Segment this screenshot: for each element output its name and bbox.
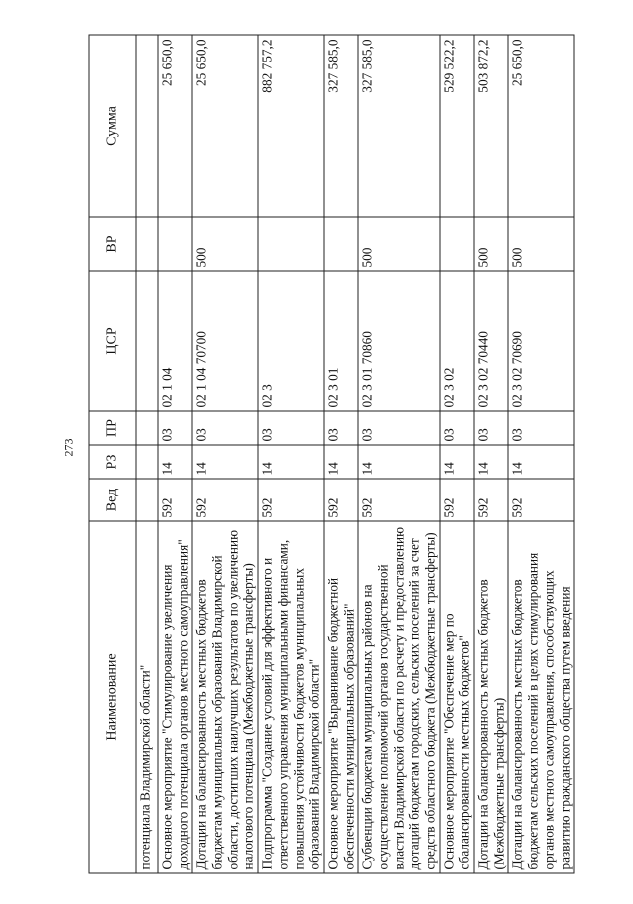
cell-pr: 03	[192, 411, 258, 445]
cell-sum: 25 650,0	[192, 35, 258, 217]
cell-sum: 327 585,0	[358, 35, 439, 217]
cell-name: Подпрограмма "Создание условий для эффективного и ответственного управления муниципальными финансами, повышения устойчивости бюджетов муниципальных образований Владимирской области"	[258, 521, 324, 873]
cell-name: Дотации на балансированность местных бюджетов бюджетам сельских поселений в целях стимулирования органов местного самоуправления, способствующих развитию гражданского общества путем введения	[508, 521, 574, 873]
cell-pr: 03	[324, 411, 358, 445]
cell-ved: 592	[474, 479, 508, 521]
cell-csr: 02 3 01 70860	[358, 271, 439, 411]
header-row	[89, 35, 136, 873]
cell-pr: 03	[508, 411, 574, 445]
cell-sum: 25 650,0	[508, 35, 574, 217]
cell-csr: 02 3	[258, 271, 324, 411]
cell-rz: 14	[440, 445, 474, 479]
cell-rz: 14	[192, 445, 258, 479]
cell-vr	[324, 217, 358, 271]
cell-pr	[136, 411, 158, 445]
cell-vr	[158, 217, 192, 271]
cell-vr: 500	[358, 217, 439, 271]
rotated-table-wrapper	[89, 36, 594, 874]
cell-vr	[136, 217, 158, 271]
cell-pr: 03	[474, 411, 508, 445]
cell-sum	[136, 35, 158, 217]
table-row	[508, 35, 574, 873]
cell-sum: 529 522,2	[440, 35, 474, 217]
cell-sum: 25 650,0	[158, 35, 192, 217]
cell-sum: 882 757,2	[258, 35, 324, 217]
cell-ved	[136, 479, 158, 521]
cell-vr	[440, 217, 474, 271]
cell-name: Основное мероприятие "Выравнивание бюджетной обеспеченности муниципальных образований"	[324, 521, 358, 873]
cell-name: Основное мероприятие "Обеспечение мер по сбалансированности местных бюджетов"	[440, 521, 474, 873]
header-pr: ПР	[89, 411, 136, 445]
table-row	[136, 35, 158, 873]
header-sum: Сумма	[89, 35, 136, 217]
cell-rz: 14	[474, 445, 508, 479]
cell-pr: 03	[158, 411, 192, 445]
header-name: Наименование	[89, 521, 136, 873]
cell-csr: 02 3 01	[324, 271, 358, 411]
cell-vr: 500	[474, 217, 508, 271]
cell-rz: 14	[508, 445, 574, 479]
cell-vr: 500	[192, 217, 258, 271]
table-row	[158, 35, 192, 873]
cell-vr: 500	[508, 217, 574, 271]
cell-csr: 02 1 04 70700	[192, 271, 258, 411]
header-vr: ВР	[89, 217, 136, 271]
cell-ved: 592	[258, 479, 324, 521]
cell-ved: 592	[158, 479, 192, 521]
cell-csr: 02 3 02 70690	[508, 271, 574, 411]
cell-pr: 03	[258, 411, 324, 445]
cell-ved: 592	[508, 479, 574, 521]
header-csr: ЦСР	[89, 271, 136, 411]
table-row	[440, 35, 474, 873]
cell-csr: 02 3 02	[440, 271, 474, 411]
table-row	[324, 35, 358, 873]
cell-name: потенциала Владимирской области"	[136, 521, 158, 873]
cell-pr: 03	[440, 411, 474, 445]
cell-ved: 592	[440, 479, 474, 521]
table-row	[358, 35, 439, 873]
cell-name: Дотации на балансированность местных бюджетов (Межбюджетные трансферты)	[474, 521, 508, 873]
cell-csr: 02 3 02 70440	[474, 271, 508, 411]
cell-name: Дотации на балансированность местных бюджетов бюджетам муниципальных образований Владимирской области, достигших наилучших результатов по увеличению налогового потенциала (Межбюджетные трансферты)	[192, 521, 258, 873]
table-row	[192, 35, 258, 873]
table-row	[258, 35, 324, 873]
header-rz: РЗ	[89, 445, 136, 479]
cell-sum: 503 872,2	[474, 35, 508, 217]
cell-csr	[136, 271, 158, 411]
cell-ved: 592	[192, 479, 258, 521]
header-ved: Вед	[89, 479, 136, 521]
cell-csr: 02 1 04	[158, 271, 192, 411]
cell-name: Субвенции бюджетам муниципальных районов на осуществление полномочий органов государственной власти Владимирской области по расчету и предоставлению дотаций бюджетам городских, сельских поселений за счет средств областного бюджета (Межбюджетные трансферты)	[358, 521, 439, 873]
cell-rz: 14	[258, 445, 324, 479]
cell-sum: 327 585,0	[324, 35, 358, 217]
cell-ved: 592	[358, 479, 439, 521]
cell-rz: 14	[158, 445, 192, 479]
page-number: 273	[61, 438, 76, 457]
cell-rz: 14	[358, 445, 439, 479]
budget-table	[89, 35, 575, 874]
cell-name: Основное мероприятие "Стимулирование увеличения доходного потенциала органов местного самоуправления"	[158, 521, 192, 873]
cell-vr	[258, 217, 324, 271]
cell-ved: 592	[324, 479, 358, 521]
table-row	[474, 35, 508, 873]
cell-rz	[136, 445, 158, 479]
cell-pr: 03	[358, 411, 439, 445]
cell-rz: 14	[324, 445, 358, 479]
